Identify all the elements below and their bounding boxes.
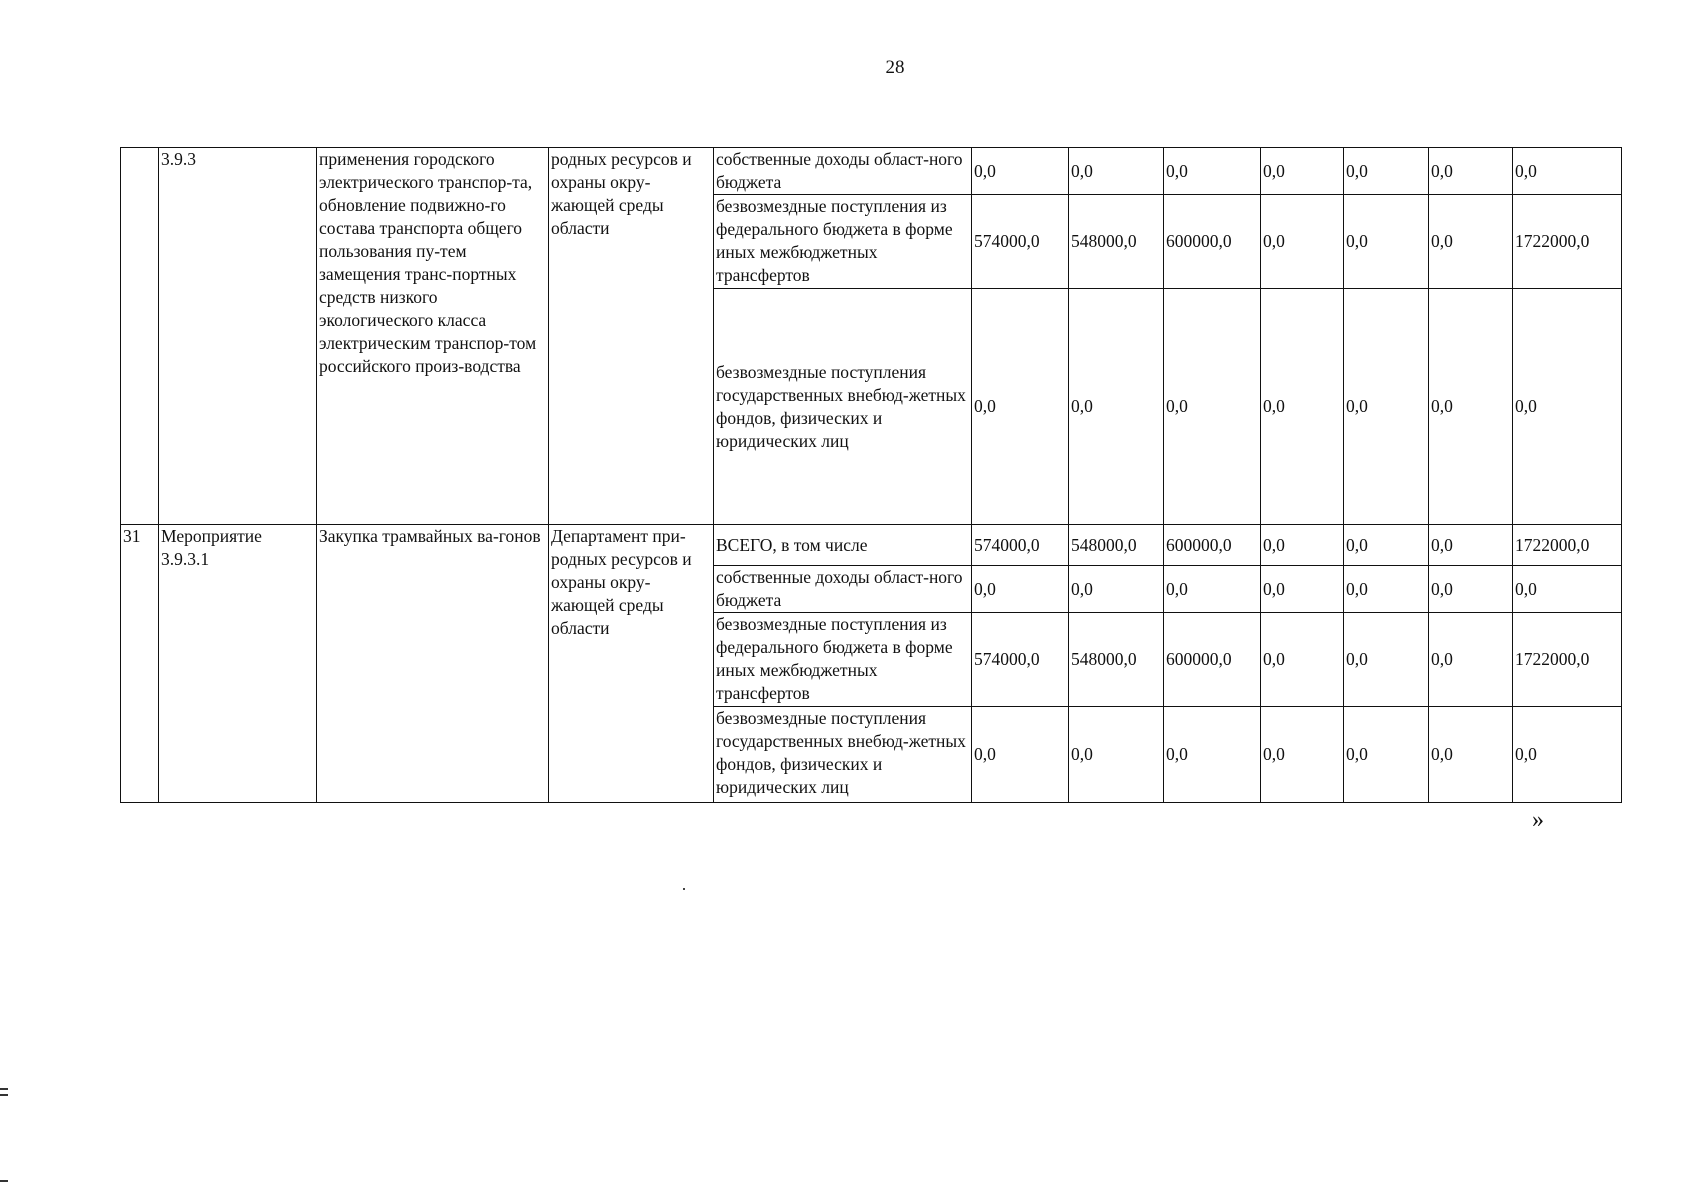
value-cell: 0,0 — [1344, 566, 1429, 613]
value-cell: 1722000,0 — [1513, 195, 1622, 289]
value-cell: 0,0 — [1344, 707, 1429, 803]
value-cell: 0,0 — [972, 289, 1069, 525]
value-cell: 0,0 — [1344, 613, 1429, 707]
value-cell: 0,0 — [972, 148, 1069, 195]
value-cell: 0,0 — [1429, 566, 1513, 613]
value-cell: 0,0 — [1164, 566, 1261, 613]
value-cell: 600000,0 — [1164, 195, 1261, 289]
value-cell: 0,0 — [1344, 148, 1429, 195]
value-cell: 0,0 — [1261, 613, 1344, 707]
value-cell: 0,0 — [1069, 289, 1164, 525]
value-cell: 0,0 — [1344, 195, 1429, 289]
value-cell: 1722000,0 — [1513, 525, 1622, 566]
closing-quote: » — [1532, 807, 1544, 833]
executor-cell: Департамент при-родных ресурсов и охраны окру-жающей среды области — [549, 525, 714, 803]
table-row — [121, 525, 1622, 566]
value-cell: 0,0 — [1164, 707, 1261, 803]
scan-artifact-dot — [683, 888, 685, 890]
funding-source-cell: собственные доходы област-ного бюджета — [714, 148, 972, 195]
value-cell: 0,0 — [1429, 289, 1513, 525]
value-cell: 574000,0 — [972, 195, 1069, 289]
scan-edge-mark — [0, 1088, 8, 1090]
budget-table — [120, 147, 1622, 803]
value-cell: 0,0 — [1261, 707, 1344, 803]
funding-source-cell: безвозмездные поступления государственных внебюд-жетных фондов, физических и юридических лиц — [714, 707, 972, 803]
value-cell: 0,0 — [1513, 707, 1622, 803]
value-cell: 0,0 — [1261, 195, 1344, 289]
name-cell: применения городского электрического транспор-та, обновление подвижно-го состава транспорта общего пользования пу-тем замещения транс-портных средств низкого экологического класса электрическим транспор-том российского произ-водства — [317, 148, 549, 525]
funding-source-cell: безвозмездные поступления государственных внебюд-жетных фондов, физических и юридических лиц — [714, 289, 972, 525]
value-cell: 600000,0 — [1164, 525, 1261, 566]
value-cell: 0,0 — [1344, 289, 1429, 525]
value-cell: 0,0 — [1261, 525, 1344, 566]
value-cell: 548000,0 — [1069, 613, 1164, 707]
row-number-cell: 31 — [121, 525, 159, 803]
value-cell: 0,0 — [1069, 566, 1164, 613]
value-cell: 1722000,0 — [1513, 613, 1622, 707]
funding-source-cell: ВСЕГО, в том числе — [714, 525, 972, 566]
value-cell: 0,0 — [1513, 289, 1622, 525]
value-cell: 574000,0 — [972, 613, 1069, 707]
value-cell: 0,0 — [1261, 289, 1344, 525]
value-cell: 548000,0 — [1069, 195, 1164, 289]
value-cell: 0,0 — [1261, 148, 1344, 195]
value-cell: 574000,0 — [972, 525, 1069, 566]
value-cell: 0,0 — [1164, 289, 1261, 525]
value-cell: 0,0 — [1429, 195, 1513, 289]
value-cell: 548000,0 — [1069, 525, 1164, 566]
funding-source-cell: безвозмездные поступления из федерального бюджета в форме иных межбюджетных трансфертов — [714, 613, 972, 707]
executor-cell: родных ресурсов и охраны окру-жающей среды области — [549, 148, 714, 525]
value-cell: 600000,0 — [1164, 613, 1261, 707]
code-cell: 3.9.3 — [159, 148, 317, 525]
value-cell: 0,0 — [1429, 148, 1513, 195]
value-cell: 0,0 — [1344, 525, 1429, 566]
value-cell: 0,0 — [1164, 148, 1261, 195]
scan-edge-mark — [0, 1094, 8, 1096]
value-cell: 0,0 — [1261, 566, 1344, 613]
value-cell: 0,0 — [972, 707, 1069, 803]
value-cell: 0,0 — [1069, 707, 1164, 803]
value-cell: 0,0 — [972, 566, 1069, 613]
scan-edge-mark — [0, 1180, 8, 1182]
name-cell: Закупка трамвайных ва-гонов — [317, 525, 549, 803]
value-cell: 0,0 — [1513, 148, 1622, 195]
code-cell: Мероприятие 3.9.3.1 — [159, 525, 317, 803]
funding-source-cell: собственные доходы област-ного бюджета — [714, 566, 972, 613]
funding-source-cell: безвозмездные поступления из федерального бюджета в форме иных межбюджетных трансфертов — [714, 195, 972, 289]
value-cell: 0,0 — [1429, 707, 1513, 803]
table-row — [121, 148, 1622, 195]
value-cell: 0,0 — [1429, 613, 1513, 707]
value-cell: 0,0 — [1513, 566, 1622, 613]
row-number-cell — [121, 148, 159, 525]
value-cell: 0,0 — [1069, 148, 1164, 195]
page-number: 28 — [885, 57, 905, 78]
value-cell: 0,0 — [1429, 525, 1513, 566]
